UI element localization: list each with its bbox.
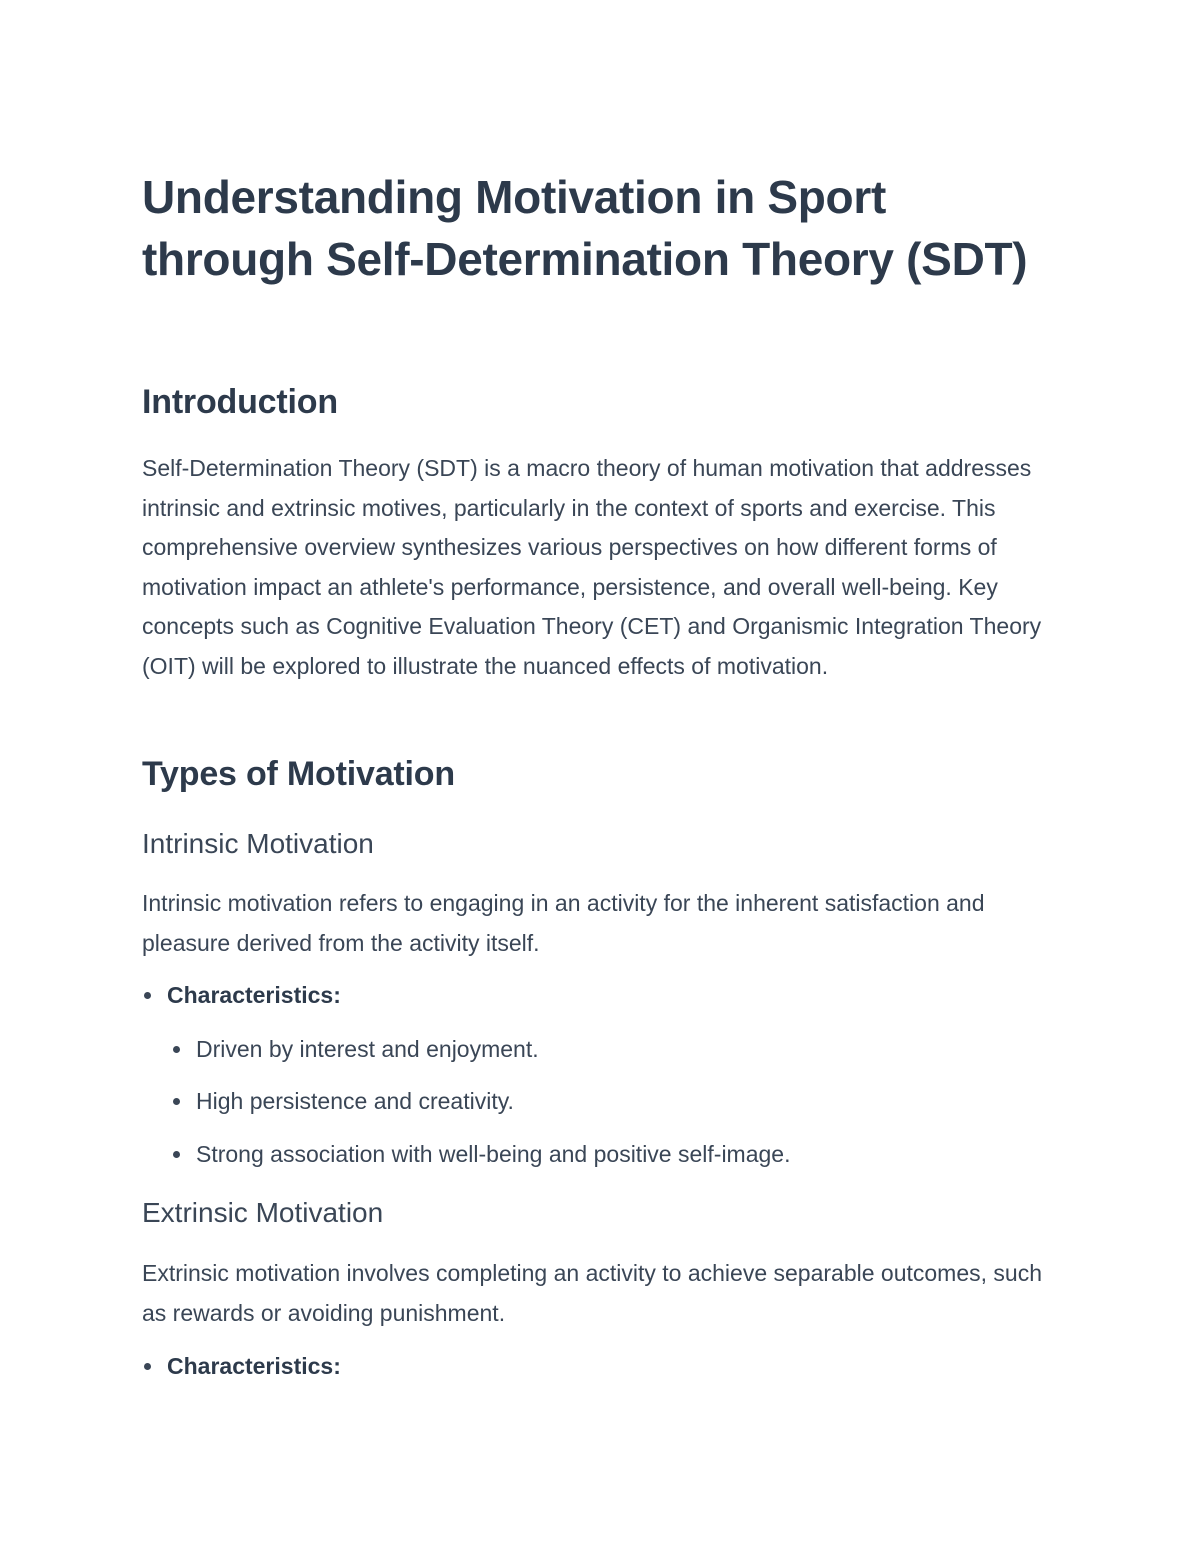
extrinsic-paragraph: Extrinsic motivation involves completing an activity to achieve separable outcomes, such as rewards or avoiding punishment. <box>142 1260 1042 1326</box>
bullet-dot-icon <box>173 1098 180 1105</box>
subheading-extrinsic-motivation: Extrinsic Motivation <box>142 1197 384 1228</box>
list-item <box>173 1033 539 1065</box>
list-item-text: Strong association with well-being and positive self-image. <box>196 1141 791 1167</box>
intrinsic-paragraph: Intrinsic motivation refers to engaging in an activity for the inherent satisfaction and pleasure derived from the activity itself. <box>142 890 985 956</box>
introduction-paragraph: Self-Determination Theory (SDT) is a macro theory of human motivation that addresses intrinsic and extrinsic motives, particularly in the context of sports and exercise. This comprehensive overview synthesizes various perspectives on how different forms of motivation impact an athlete's performance, persistence, and overall well-being. Key concepts such as Cognitive Evaluation Theory (CET) and Organismic Integration Theory (OIT) will be explored to illustrate the nuanced effects of motivation. <box>142 455 1042 679</box>
document-title: Understanding Motivation in Sport through Self-Determination Theory (SDT) <box>142 171 1028 285</box>
bullet-dot-icon <box>144 1363 151 1370</box>
extrinsic-characteristics-label: Characteristics: <box>167 1353 341 1379</box>
list-item <box>173 1138 790 1170</box>
section-heading-types-of-motivation: Types of Motivation <box>142 755 455 793</box>
intrinsic-characteristics-bullet <box>144 979 341 1011</box>
subheading-intrinsic-motivation: Intrinsic Motivation <box>142 828 374 859</box>
intrinsic-characteristics-label: Characteristics: <box>167 982 341 1008</box>
list-item <box>173 1085 514 1117</box>
extrinsic-characteristics-bullet <box>144 1350 341 1382</box>
bullet-dot-icon <box>173 1151 180 1158</box>
list-item-text: High persistence and creativity. <box>196 1088 514 1114</box>
section-heading-introduction: Introduction <box>142 383 338 421</box>
bullet-dot-icon <box>144 992 151 999</box>
list-item-text: Driven by interest and enjoyment. <box>196 1036 539 1062</box>
bullet-dot-icon <box>173 1046 180 1053</box>
